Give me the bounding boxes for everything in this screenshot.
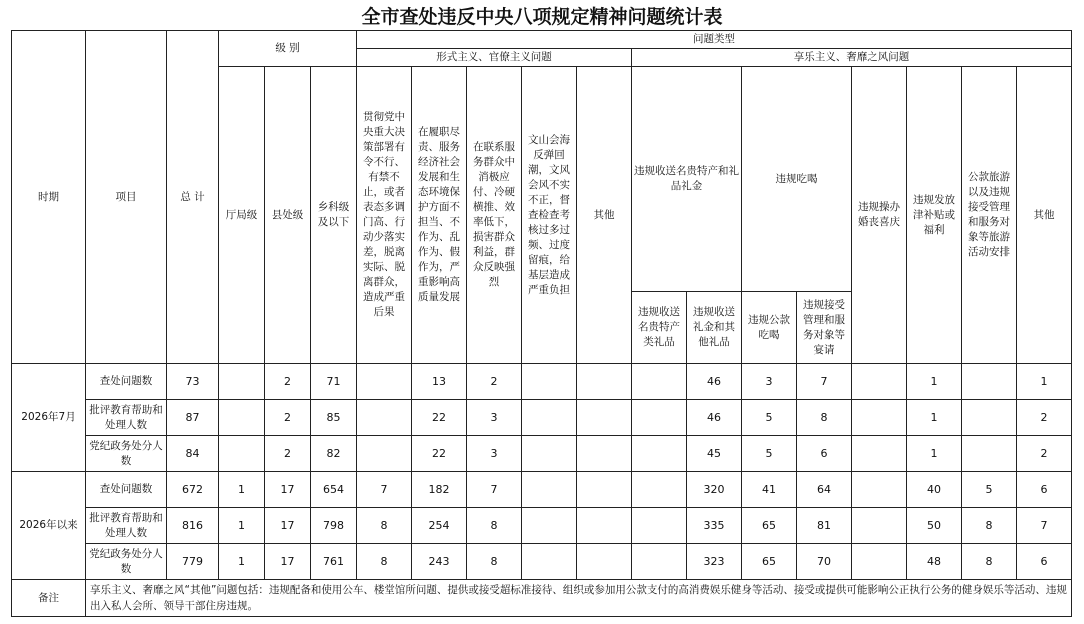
- value-cell-f1: 8: [357, 508, 412, 544]
- item-cell: 党纪政务处分人数: [86, 436, 167, 472]
- item-cell: 查处问题数: [86, 472, 167, 508]
- value-cell-f2: 182: [412, 472, 467, 508]
- value-cell-county: 17: [265, 544, 311, 580]
- header-level-bureau: 厅局级: [219, 67, 265, 364]
- value-cell-other: 2: [1017, 400, 1072, 436]
- value-cell-township: 798: [311, 508, 357, 544]
- value-cell-f4: [522, 508, 577, 544]
- value-cell-bureau: [219, 400, 265, 436]
- table-row: [12, 436, 1072, 472]
- value-cell-total: 84: [167, 436, 219, 472]
- value-cell-db: 8: [797, 400, 852, 436]
- header-dining: 违规吃喝: [742, 67, 852, 292]
- value-cell-db: 81: [797, 508, 852, 544]
- header-item: 项目: [86, 31, 167, 364]
- value-cell-county: 2: [265, 364, 311, 400]
- value-cell-allow: 1: [907, 400, 962, 436]
- note-label: 备注: [12, 580, 86, 617]
- value-cell-ga: [632, 508, 687, 544]
- value-cell-ga: [632, 472, 687, 508]
- value-cell-f5: [577, 364, 632, 400]
- value-cell-gb: 320: [687, 472, 742, 508]
- value-cell-f1: 7: [357, 472, 412, 508]
- value-cell-f2: 243: [412, 544, 467, 580]
- value-cell-travel: [962, 400, 1017, 436]
- item-cell: 查处问题数: [86, 364, 167, 400]
- header-problem-type: 问题类型: [357, 31, 1072, 49]
- value-cell-da: 5: [742, 436, 797, 472]
- value-cell-db: 70: [797, 544, 852, 580]
- header-hedonism-other: 其他: [1017, 67, 1072, 364]
- value-cell-f2: 13: [412, 364, 467, 400]
- value-cell-f4: [522, 400, 577, 436]
- value-cell-f3: 3: [467, 400, 522, 436]
- value-cell-total: 73: [167, 364, 219, 400]
- value-cell-gb: 323: [687, 544, 742, 580]
- table-row: [12, 544, 1072, 580]
- item-cell: 党纪政务处分人数: [86, 544, 167, 580]
- value-cell-f4: [522, 364, 577, 400]
- value-cell-f3: 8: [467, 544, 522, 580]
- value-cell-f1: 8: [357, 544, 412, 580]
- item-cell: 批评教育帮助和处理人数: [86, 400, 167, 436]
- value-cell-township: 761: [311, 544, 357, 580]
- value-cell-allow: 50: [907, 508, 962, 544]
- value-cell-township: 71: [311, 364, 357, 400]
- value-cell-ga: [632, 544, 687, 580]
- value-cell-total: 779: [167, 544, 219, 580]
- header-travel: 公款旅游以及违规接受管理和服务对象等旅游活动安排: [962, 67, 1017, 364]
- header-dining-public: 违规公款吃喝: [742, 292, 797, 364]
- value-cell-bureau: 1: [219, 472, 265, 508]
- value-cell-gb: 46: [687, 364, 742, 400]
- value-cell-wed: [852, 544, 907, 580]
- value-cell-ga: [632, 400, 687, 436]
- value-cell-da: 65: [742, 508, 797, 544]
- header-formalism-4: 文山会海反弹回潮，文风会风不实不正，督查检查考核过多过频、过度留痕，给基层造成严重负担: [522, 67, 577, 364]
- value-cell-f2: 22: [412, 400, 467, 436]
- value-cell-da: 3: [742, 364, 797, 400]
- value-cell-travel: 8: [962, 508, 1017, 544]
- value-cell-da: 5: [742, 400, 797, 436]
- note-row: [12, 580, 1072, 617]
- note-text: 享乐主义、奢靡之风“其他”问题包括：违规配备和使用公车、楼堂馆所问题、提供或接受超标准接待、组织或参加用公款支付的高消费娱乐健身等活动、接受或提供可能影响公正执行公务的健身娱乐等活动、违规出入私人会所、领导干部住房违规。: [86, 580, 1072, 617]
- value-cell-da: 41: [742, 472, 797, 508]
- header-gift: 违规收送名贵特产和礼品礼金: [632, 67, 742, 292]
- table-row: [12, 508, 1072, 544]
- value-cell-travel: [962, 364, 1017, 400]
- value-cell-f2: 22: [412, 436, 467, 472]
- value-cell-allow: 1: [907, 364, 962, 400]
- value-cell-f1: [357, 400, 412, 436]
- value-cell-bureau: 1: [219, 544, 265, 580]
- value-cell-county: 2: [265, 400, 311, 436]
- value-cell-f5: [577, 400, 632, 436]
- value-cell-f3: 3: [467, 436, 522, 472]
- period-cell: 2026年7月: [12, 364, 86, 472]
- value-cell-bureau: [219, 436, 265, 472]
- value-cell-gb: 335: [687, 508, 742, 544]
- value-cell-f4: [522, 472, 577, 508]
- value-cell-db: 7: [797, 364, 852, 400]
- header-level-county: 县处级: [265, 67, 311, 364]
- page-title: 全市查处违反中央八项规定精神问题统计表: [361, 6, 723, 28]
- header-formalism-1: 贯彻党中央重大决策部署有令不行、有禁不止，或者表态多调门高、行动少落实差，脱离实际、脱离群众，造成严重后果: [357, 67, 412, 364]
- value-cell-gb: 46: [687, 400, 742, 436]
- value-cell-gb: 45: [687, 436, 742, 472]
- value-cell-ga: [632, 364, 687, 400]
- value-cell-wed: [852, 472, 907, 508]
- value-cell-wed: [852, 364, 907, 400]
- value-cell-other: 6: [1017, 544, 1072, 580]
- value-cell-travel: 5: [962, 472, 1017, 508]
- header-formalism-other: 其他: [577, 67, 632, 364]
- value-cell-wed: [852, 400, 907, 436]
- item-cell: 批评教育帮助和处理人数: [86, 508, 167, 544]
- value-cell-other: 7: [1017, 508, 1072, 544]
- header-level: 级 别: [219, 31, 357, 67]
- value-cell-f5: [577, 508, 632, 544]
- value-cell-ga: [632, 436, 687, 472]
- header-wedding: 违规操办婚丧喜庆: [852, 67, 907, 364]
- value-cell-f5: [577, 472, 632, 508]
- value-cell-f4: [522, 544, 577, 580]
- value-cell-wed: [852, 436, 907, 472]
- value-cell-travel: 8: [962, 544, 1017, 580]
- table-row: [12, 472, 1072, 508]
- value-cell-other: 1: [1017, 364, 1072, 400]
- header-gift-cash: 违规收送礼金和其他礼品: [687, 292, 742, 364]
- value-cell-bureau: [219, 364, 265, 400]
- value-cell-other: 2: [1017, 436, 1072, 472]
- value-cell-total: 672: [167, 472, 219, 508]
- value-cell-f3: 2: [467, 364, 522, 400]
- header-period: 时期: [12, 31, 86, 364]
- value-cell-bureau: 1: [219, 508, 265, 544]
- header-formalism-2: 在履职尽责、服务经济社会发展和生态环境保护方面不担当、不作为、乱作为、假作为，严重影响高质量发展: [412, 67, 467, 364]
- header-gift-specialty: 违规收送名贵特产类礼品: [632, 292, 687, 364]
- value-cell-county: 2: [265, 436, 311, 472]
- value-cell-f2: 254: [412, 508, 467, 544]
- value-cell-township: 82: [311, 436, 357, 472]
- header-level-township: 乡科级及以下: [311, 67, 357, 364]
- header-formalism-group: 形式主义、官僚主义问题: [357, 49, 632, 67]
- value-cell-county: 17: [265, 472, 311, 508]
- value-cell-f5: [577, 436, 632, 472]
- value-cell-da: 65: [742, 544, 797, 580]
- table-row: [12, 364, 1072, 400]
- value-cell-f5: [577, 544, 632, 580]
- value-cell-allow: 48: [907, 544, 962, 580]
- value-cell-db: 6: [797, 436, 852, 472]
- header-dining-banquet: 违规接受管理和服务对象等宴请: [797, 292, 852, 364]
- value-cell-total: 87: [167, 400, 219, 436]
- value-cell-county: 17: [265, 508, 311, 544]
- value-cell-other: 6: [1017, 472, 1072, 508]
- header-total: 总 计: [167, 31, 219, 364]
- value-cell-f1: [357, 364, 412, 400]
- header-hedonism-group: 享乐主义、奢靡之风问题: [632, 49, 1072, 67]
- value-cell-f1: [357, 436, 412, 472]
- value-cell-travel: [962, 436, 1017, 472]
- value-cell-total: 816: [167, 508, 219, 544]
- value-cell-wed: [852, 508, 907, 544]
- value-cell-f4: [522, 436, 577, 472]
- value-cell-db: 64: [797, 472, 852, 508]
- value-cell-f3: 7: [467, 472, 522, 508]
- value-cell-allow: 1: [907, 436, 962, 472]
- header-allowance: 违规发放津补贴或福利: [907, 67, 962, 364]
- header-formalism-3: 在联系服务群众中消极应付、冷硬横推、效率低下，损害群众利益，群众反映强烈: [467, 67, 522, 364]
- table-row: [12, 400, 1072, 436]
- value-cell-allow: 40: [907, 472, 962, 508]
- period-cell: 2026年以来: [12, 472, 86, 580]
- value-cell-township: 654: [311, 472, 357, 508]
- value-cell-f3: 8: [467, 508, 522, 544]
- value-cell-township: 85: [311, 400, 357, 436]
- statistics-table: [11, 30, 1072, 617]
